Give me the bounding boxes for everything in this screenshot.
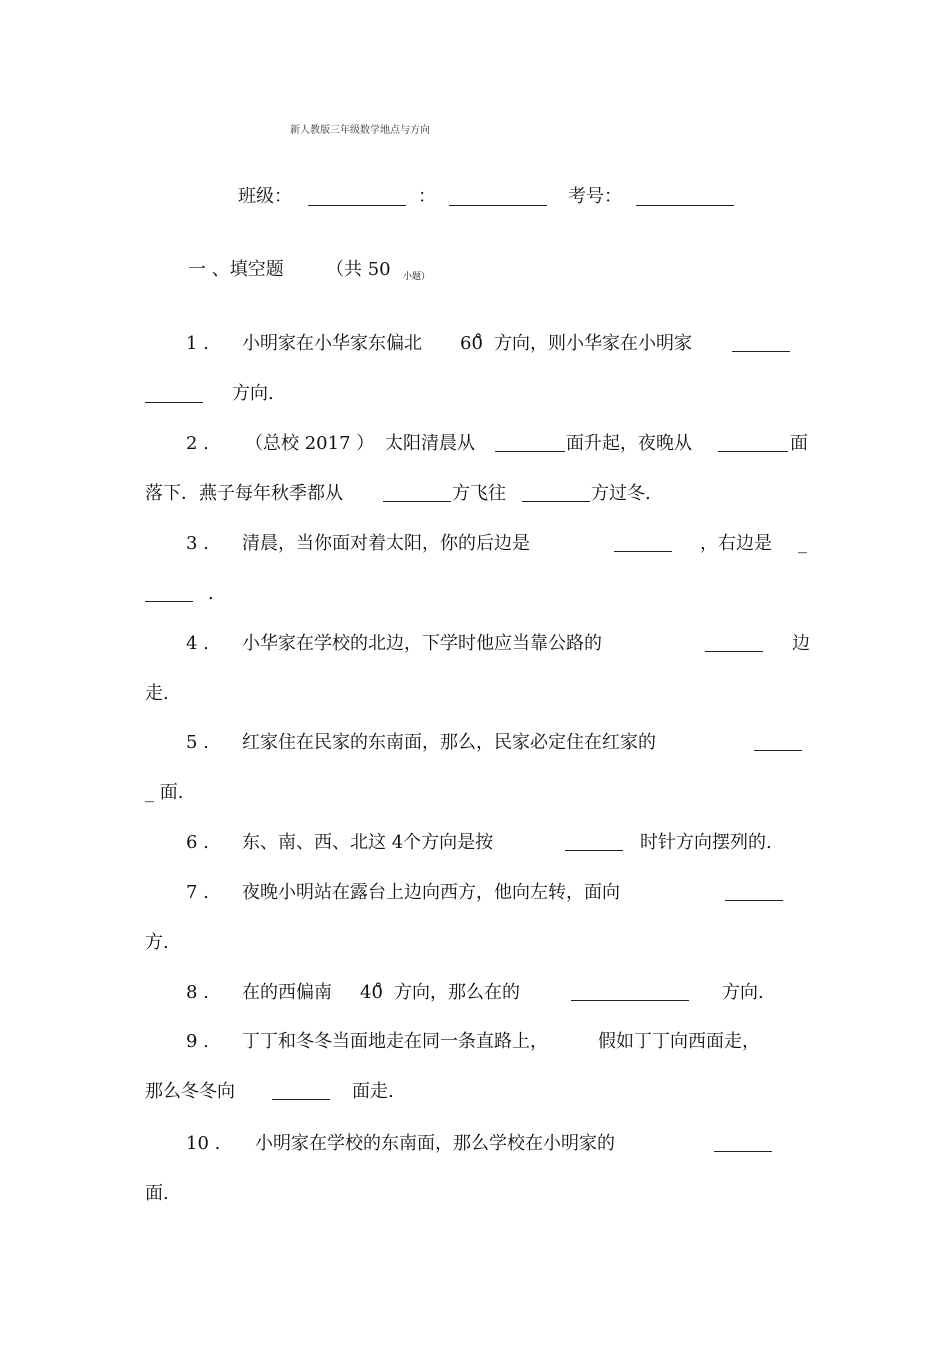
exam-no-label: 考号： [568,186,622,207]
q5-blank[interactable] [754,750,802,751]
q3-tail: . [208,583,214,604]
section-unit: 小题） [403,272,431,282]
q8-number: 8 . [186,982,209,1003]
q6-blank[interactable] [565,850,623,851]
q3-number: 3 . [186,533,209,554]
q6-number: 6 . [186,832,209,853]
q3-text1: 清晨，当你面对着太阳，你的后边是 [242,533,530,554]
section-number: 一 、填空题 [188,259,284,280]
q5-number: 5 . [186,732,209,753]
class-label: 班级： [238,186,292,207]
q5-text1: 红家住在民家的东南面，那么，民家必定住在红家的 [242,732,656,753]
q9-text1: 丁丁和冬冬当面地走在同一条直路上， [242,1031,548,1052]
q7-text1: 夜晚小明站在露台上边向西方，他向左转，面向 [242,882,620,903]
q8-blank[interactable] [571,1000,689,1001]
name-blank[interactable] [449,205,547,206]
q3-text3: _ [798,533,807,554]
q9-text2: 假如丁丁向西面走， [598,1031,760,1052]
q4-text2: 边 [792,633,810,654]
q3-blank1[interactable] [614,551,672,552]
q1-blank-cont[interactable] [145,402,203,403]
name-colon: ： [418,186,436,207]
exam-no-blank[interactable] [636,205,734,206]
q10-text1: 小明家在学校的东南面，那么学校在小明家的 [255,1133,615,1154]
q2-text1: 太阳清晨从 [385,433,475,454]
q9-blank[interactable] [272,1099,330,1100]
q1-tail: 方向. [232,383,274,404]
q10-blank[interactable] [714,1151,772,1152]
q9-number: 9 . [186,1031,209,1052]
q10-number: 10 . [186,1133,221,1154]
q3-text2: ，右边是 [700,533,772,554]
q2-number: 2 . [186,433,209,454]
q8-text3: 方向. [722,982,764,1003]
q2-blank2[interactable] [718,451,788,452]
q4-number: 4 . [186,633,209,654]
section-count: （共 50 [326,259,391,280]
q4-text1: 小华家在学校的北边，下学时他应当靠公路的 [242,633,602,654]
q2-text2: 面升起，夜晚从 [566,433,692,454]
q9-text4: 面走. [352,1081,394,1102]
q9-text3: 那么冬冬向 [145,1081,235,1102]
q8-degree: 40̊ [360,982,383,1003]
q1-degree: 60̊ [460,333,483,354]
q4-tail: 走. [145,683,169,704]
q2-blank4[interactable] [522,501,590,502]
q1-text2: 方向，则小华家在小明家 [494,333,692,354]
q3-blank2[interactable] [145,601,193,602]
q8-text2: 方向，那么在的 [394,982,520,1003]
q5-tail: _ 面. [145,782,184,803]
q6-text2: 时针方向摆列的. [640,832,772,853]
q7-tail: 方. [145,932,169,953]
q7-blank[interactable] [725,900,783,901]
q2-blank1[interactable] [495,451,565,452]
q2-text3: 面 [790,433,808,454]
page-header: 新人教版三年级数学地点与方向 [290,125,430,136]
q8-text1: 在的西偏南 [242,982,332,1003]
q6-text1: 东、南、西、北这 4个方向是按 [242,832,494,853]
q7-number: 7 . [186,882,209,903]
q2-text5: 方飞往 [452,483,506,504]
class-blank[interactable] [308,205,406,206]
q2-blank3[interactable] [383,501,451,502]
q1-number: 1 . [186,333,209,354]
q1-blank[interactable] [732,351,790,352]
q2-text6: 方过冬. [591,483,651,504]
q10-tail: 面. [145,1183,169,1204]
q1-text: 小明家在小华家东偏北 [242,333,422,354]
q2-source: （总校 2017 ） [245,433,375,454]
q2-text4: 落下．燕子每年秋季都从 [145,483,343,504]
q4-blank[interactable] [705,651,763,652]
